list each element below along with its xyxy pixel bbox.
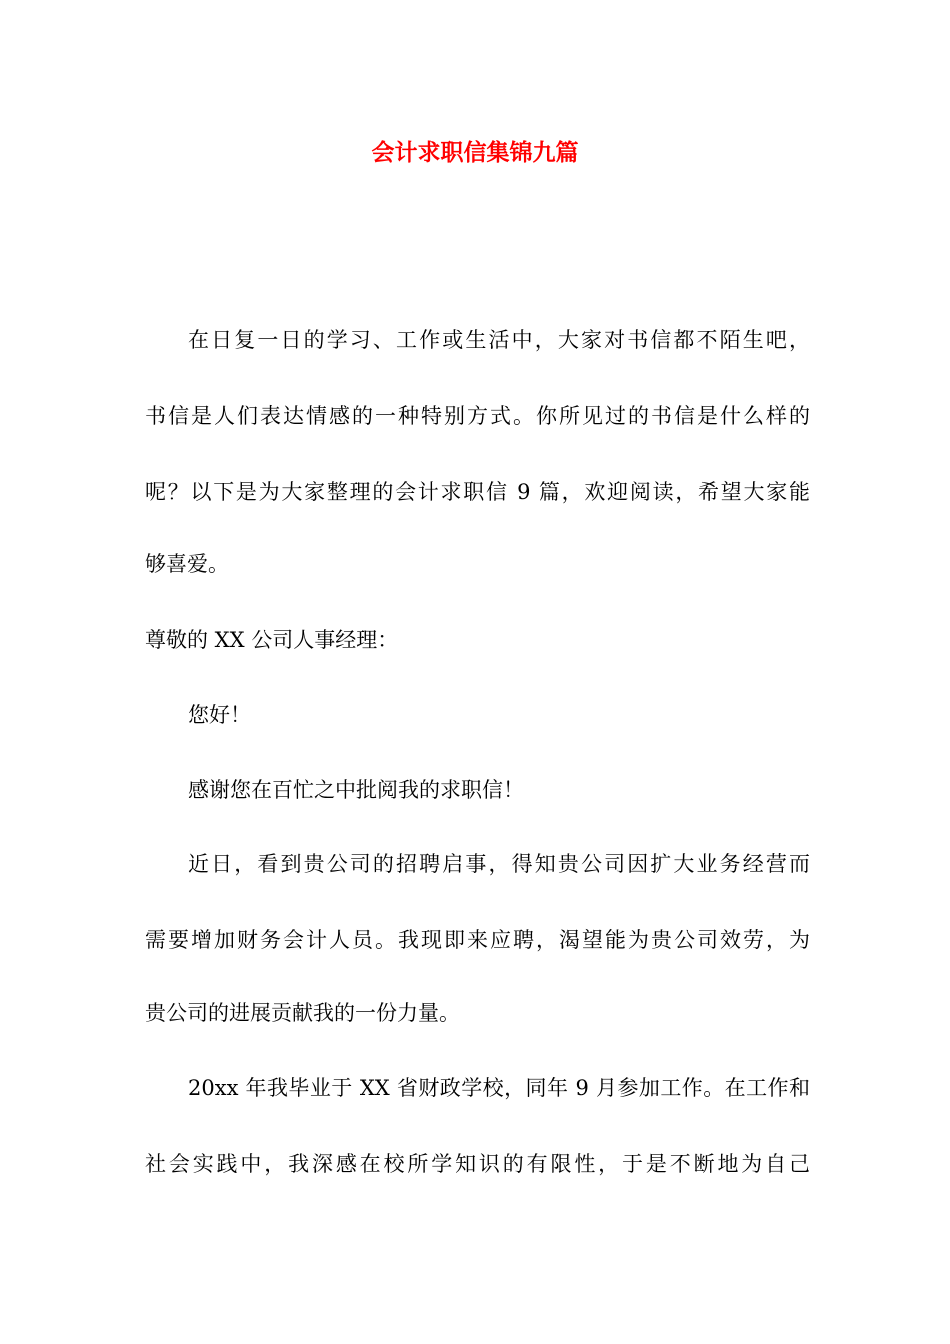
paragraph-line: 社会实践中，我深感在校所学知识的有限性，于是不断地为自己 bbox=[145, 1152, 810, 1176]
paragraph-line: 书信是人们表达情感的一种特别方式。你所见过的书信是什么样的 bbox=[145, 404, 810, 428]
paragraph-line: 20xx 年我毕业于 XX 省财政学校，同年 9 月参加工作。在工作和 bbox=[188, 1076, 810, 1100]
paragraph-line: 需要增加财务会计人员。我现即来应聘，渴望能为贵公司效劳，为 bbox=[145, 928, 810, 952]
paragraph-line: 感谢您在百忙之中批阅我的求职信！ bbox=[188, 778, 524, 802]
document-title: 会计求职信集锦九篇 bbox=[371, 140, 579, 166]
salutation: 尊敬的 XX 公司人事经理： bbox=[145, 628, 399, 652]
paragraph-line: 呢？以下是为大家整理的会计求职信 9 篇，欢迎阅读，希望大家能 bbox=[145, 480, 810, 504]
paragraph-line: 够喜爱。 bbox=[145, 552, 229, 576]
paragraph-line: 近日，看到贵公司的招聘启事，得知贵公司因扩大业务经营而 bbox=[188, 852, 810, 876]
paragraph-line: 在日复一日的学习、工作或生活中，大家对书信都不陌生吧， bbox=[188, 328, 810, 352]
paragraph-line: 贵公司的进展贡献我的一份力量。 bbox=[145, 1001, 460, 1025]
greeting: 您好！ bbox=[188, 703, 251, 727]
